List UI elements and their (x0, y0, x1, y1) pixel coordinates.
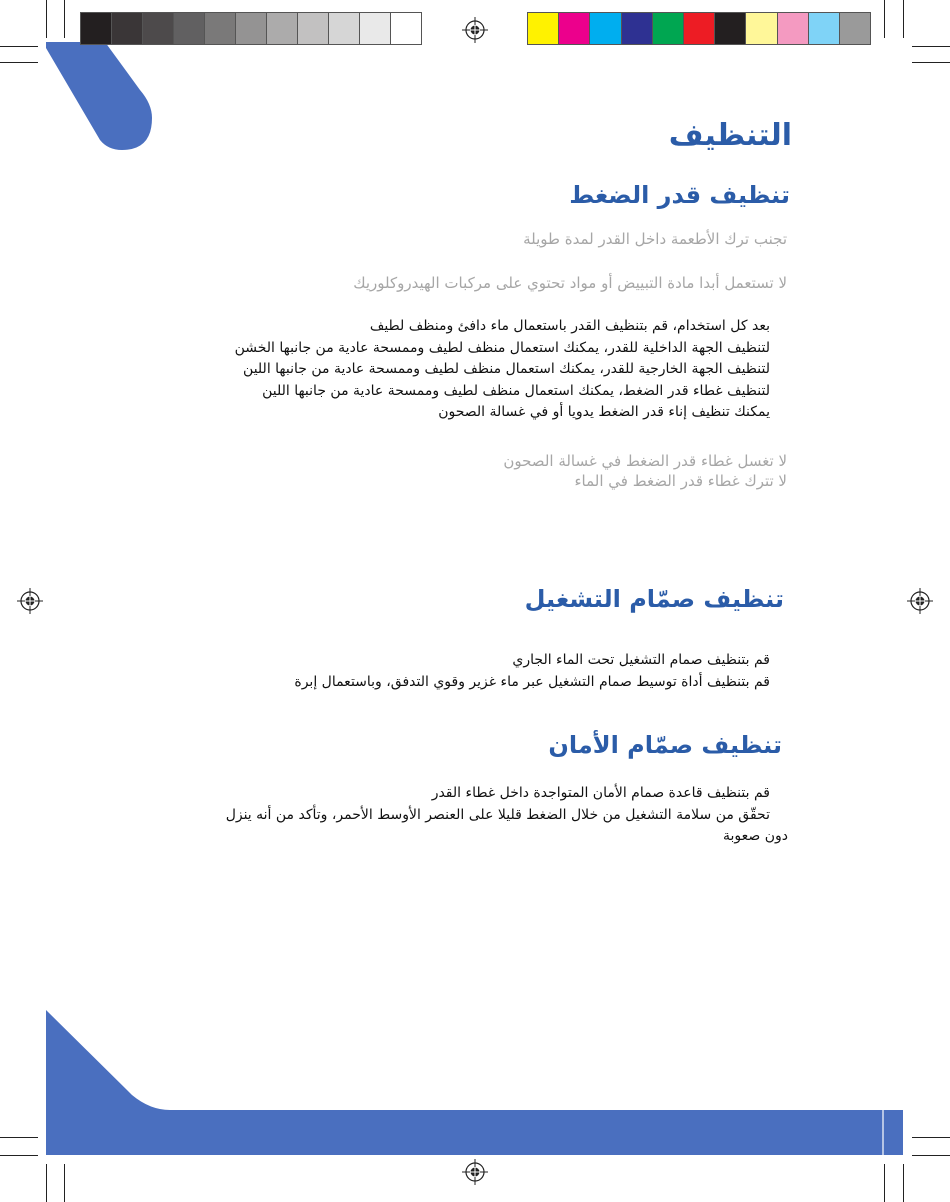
warning-line: لا تغسل غطاء قدر الضغط في غسالة الصحون (503, 452, 787, 470)
gray-calibration-strip (80, 12, 422, 45)
crop-mark (46, 1164, 47, 1202)
warning-text: تجنب ترك الأطعمة داخل القدر لمدة طويلة (523, 230, 787, 248)
instruction-line: تحقّق من سلامة التشغيل من خلال الضغط قليلا على العنصر الأوسط الأحمر، وتأكد من أنه ينزل (225, 806, 770, 823)
crop-mark (912, 62, 950, 63)
crop-mark (884, 0, 885, 38)
instruction-line: قم بتنظيف صمام التشغيل تحت الماء الجاري (512, 652, 770, 668)
instruction-line: قم بتنظيف أداة توسيط صمام التشغيل عبر ماء غزير وقوي التدفق، وباستعمال إبرة (294, 673, 770, 690)
calibration-swatch (778, 13, 809, 44)
calibration-swatch (622, 13, 653, 44)
calibration-swatch (112, 13, 143, 44)
instructions-list (70, 316, 770, 424)
warnings-list (187, 451, 787, 491)
section-heading-safety-valve: تنظيف صمّام الأمان (548, 731, 782, 759)
calibration-swatch (174, 13, 205, 44)
calibration-swatch (236, 13, 267, 44)
crop-mark (0, 46, 38, 47)
calibration-swatch (840, 13, 870, 44)
registration-mark-icon (17, 588, 43, 614)
calibration-swatch (298, 13, 329, 44)
instruction-line: لتنظيف الجهة الداخلية للقدر، يمكنك استعمال منظف لطيف وممسحة عادية من جانبها الخشن (234, 339, 770, 356)
crop-mark (884, 1164, 885, 1202)
calibration-swatch (559, 13, 590, 44)
warning-text: لا تستعمل أبدا مادة التبييض أو مواد تحتوي على مركبات الهيدروكلوريك (353, 274, 787, 292)
crop-mark (903, 0, 904, 38)
color-calibration-strip (527, 12, 871, 45)
calibration-swatch (143, 13, 174, 44)
crop-mark (0, 62, 38, 63)
calibration-swatch (205, 13, 236, 44)
instruction-line: قم بتنظيف قاعدة صمام الأمان المتواجدة داخل غطاء القدر (431, 785, 770, 801)
section-heading-pressure-cooker: تنظيف قدر الضغط (569, 181, 790, 209)
crop-mark (903, 1164, 904, 1202)
instructions-list (70, 650, 770, 693)
calibration-swatch (360, 13, 391, 44)
registration-mark-icon (462, 17, 488, 43)
instructions-list (88, 783, 788, 848)
crop-mark (46, 0, 47, 38)
instruction-line: لتنظيف الجهة الخارجية للقدر، يمكنك استعمال منظف لطيف وممسحة عادية من جانبها اللين (243, 361, 770, 377)
calibration-swatch (391, 13, 421, 44)
page-title: التنظيف (668, 118, 792, 153)
calibration-swatch (684, 13, 715, 44)
calibration-swatch (809, 13, 840, 44)
instruction-line: بعد كل استخدام، قم بتنظيف القدر باستعمال ماء دافئ ومنظف لطيف (369, 318, 770, 334)
registration-mark-icon (907, 588, 933, 614)
calibration-swatch (267, 13, 298, 44)
crop-mark (64, 0, 65, 38)
warning-line: لا تترك غطاء قدر الضغط في الماء (574, 472, 787, 490)
calibration-swatch (590, 13, 621, 44)
calibration-swatch (715, 13, 746, 44)
instruction-line: دون صعوبة (722, 828, 788, 844)
calibration-swatch (528, 13, 559, 44)
crop-mark (0, 1155, 38, 1156)
calibration-swatch (746, 13, 777, 44)
crop-mark (912, 1137, 950, 1138)
instruction-line: يمكنك تنظيف إناء قدر الضغط يدويا أو في غسالة الصحون (438, 404, 770, 420)
crop-mark (912, 46, 950, 47)
crop-mark (0, 1137, 38, 1138)
calibration-swatch (329, 13, 360, 44)
section-heading-operating-valve: تنظيف صمّام التشغيل (524, 585, 784, 613)
calibration-swatch (653, 13, 684, 44)
instruction-line: لتنظيف غطاء قدر الضغط، يمكنك استعمال منظف لطيف وممسحة عادية من جانبها اللين (262, 382, 770, 399)
crop-mark (912, 1155, 950, 1156)
calibration-swatch (81, 13, 112, 44)
registration-mark-icon (462, 1159, 488, 1185)
crop-mark (64, 1164, 65, 1202)
